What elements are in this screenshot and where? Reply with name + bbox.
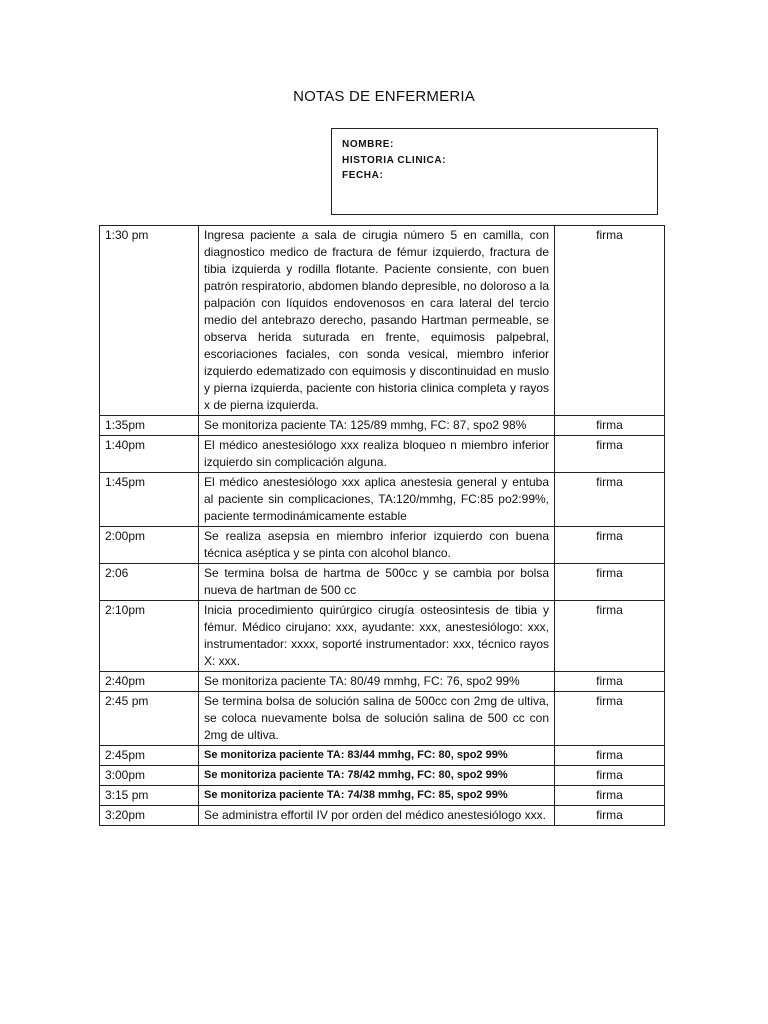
table-row: [100, 806, 665, 826]
note-time: 1:45pm: [100, 473, 199, 527]
note-text: Se monitoriza paciente TA: 78/42 mmhg, FC: 80, spo2 99%: [199, 766, 555, 786]
note-signature: firma: [555, 746, 665, 766]
nursing-notes-table: [99, 225, 665, 826]
note-signature: firma: [555, 416, 665, 436]
note-text: Se termina bolsa de hartma de 500cc y se cambia por bolsa nueva de hartman de 500 cc: [199, 564, 555, 601]
note-text: Se monitoriza paciente TA: 83/44 mmhg, FC: 80, spo2 99%: [199, 746, 555, 766]
note-time: 1:30 pm: [100, 226, 199, 416]
table-row: [100, 766, 665, 786]
patient-info-box: [331, 128, 658, 215]
note-time: 2:00pm: [100, 527, 199, 564]
date-label: FECHA:: [342, 170, 384, 181]
note-signature: firma: [555, 601, 665, 672]
note-signature: firma: [555, 692, 665, 746]
note-signature: firma: [555, 436, 665, 473]
note-text: El médico anestesiólogo xxx aplica anestesia general y entuba al paciente sin complicaciones, TA:120/mmhg, FC:85 po2:99%, paciente termodinámicamente estable: [199, 473, 555, 527]
note-time: 3:00pm: [100, 766, 199, 786]
note-time: 3:15 pm: [100, 786, 199, 806]
note-text: Se monitoriza paciente TA: 125/89 mmhg, FC: 87, spo2 98%: [199, 416, 555, 436]
note-text: Se termina bolsa de solución salina de 500cc con 2mg de ultiva, se coloca nuevamente bolsa de solución salina de 500 cc con 2mg de ultiva.: [199, 692, 555, 746]
table-row: [100, 436, 665, 473]
note-signature: firma: [555, 226, 665, 416]
note-time: 3:20pm: [100, 806, 199, 826]
note-signature: firma: [555, 564, 665, 601]
table-row: [100, 692, 665, 746]
note-signature: firma: [555, 672, 665, 692]
note-text: Inicia procedimiento quirúrgico cirugía osteosintesis de tibia y fémur. Médico cirujano: xxx, ayudante: xxx, anestesiólogo: xxx, instrumentador: xxxx, soporté instrumentador: xxx, técnico rayos X: xxx.: [199, 601, 555, 672]
note-time: 2:45pm: [100, 746, 199, 766]
note-signature: firma: [555, 527, 665, 564]
table-row: [100, 786, 665, 806]
table-row: [100, 672, 665, 692]
note-text: Ingresa paciente a sala de cirugia número 5 en camilla, con diagnostico medico de fractura de fémur izquierdo, fractura de tibia izquierda y rodilla flotante. Paciente consiente, con buen patrón respiratorio, abdomen blando depresible, no doloroso a la palpación con líquidos endovenosos en cara lateral del tercio medio del antebrazo derecho, pasando Hartman permeable, se observa herida suturada en frente, equimosis palpebral, escoriaciones faciales, con sonda vesical, miembro inferior izquierdo edematizado con equimosis y discontinuidad en muslo y pierna izquierda, paciente con historia clinica completa y rayos x de pierna izquierda.: [199, 226, 555, 416]
note-time: 2:10pm: [100, 601, 199, 672]
table-row: [100, 416, 665, 436]
table-row: [100, 601, 665, 672]
note-text: Se administra effortil IV por orden del médico anestesiólogo xxx.: [199, 806, 555, 826]
note-text: Se monitoriza paciente TA: 80/49 mmhg, FC: 76, spo2 99%: [199, 672, 555, 692]
table-row: [100, 746, 665, 766]
table-row: [100, 226, 665, 416]
patient-name-label: NOMBRE:: [342, 139, 394, 150]
note-signature: firma: [555, 473, 665, 527]
note-time: 2:45 pm: [100, 692, 199, 746]
note-text: Se realiza asepsia en miembro inferior izquierdo con buena técnica aséptica y se pinta con alcohol blanco.: [199, 527, 555, 564]
page-title: NOTAS DE ENFERMERIA: [293, 88, 475, 105]
note-time: 1:35pm: [100, 416, 199, 436]
note-time: 2:40pm: [100, 672, 199, 692]
table-row: [100, 527, 665, 564]
note-text: Se monitoriza paciente TA: 74/38 mmhg, FC: 85, spo2 99%: [199, 786, 555, 806]
note-signature: firma: [555, 786, 665, 806]
table-row: [100, 564, 665, 601]
note-time: 2:06: [100, 564, 199, 601]
table-row: [100, 473, 665, 527]
note-signature: firma: [555, 766, 665, 786]
note-time: 1:40pm: [100, 436, 199, 473]
note-signature: firma: [555, 806, 665, 826]
note-text: El médico anestesiólogo xxx realiza bloqueo n miembro inferior izquierdo sin complicación alguna.: [199, 436, 555, 473]
clinical-history-label: HISTORIA CLINICA:: [342, 154, 447, 166]
